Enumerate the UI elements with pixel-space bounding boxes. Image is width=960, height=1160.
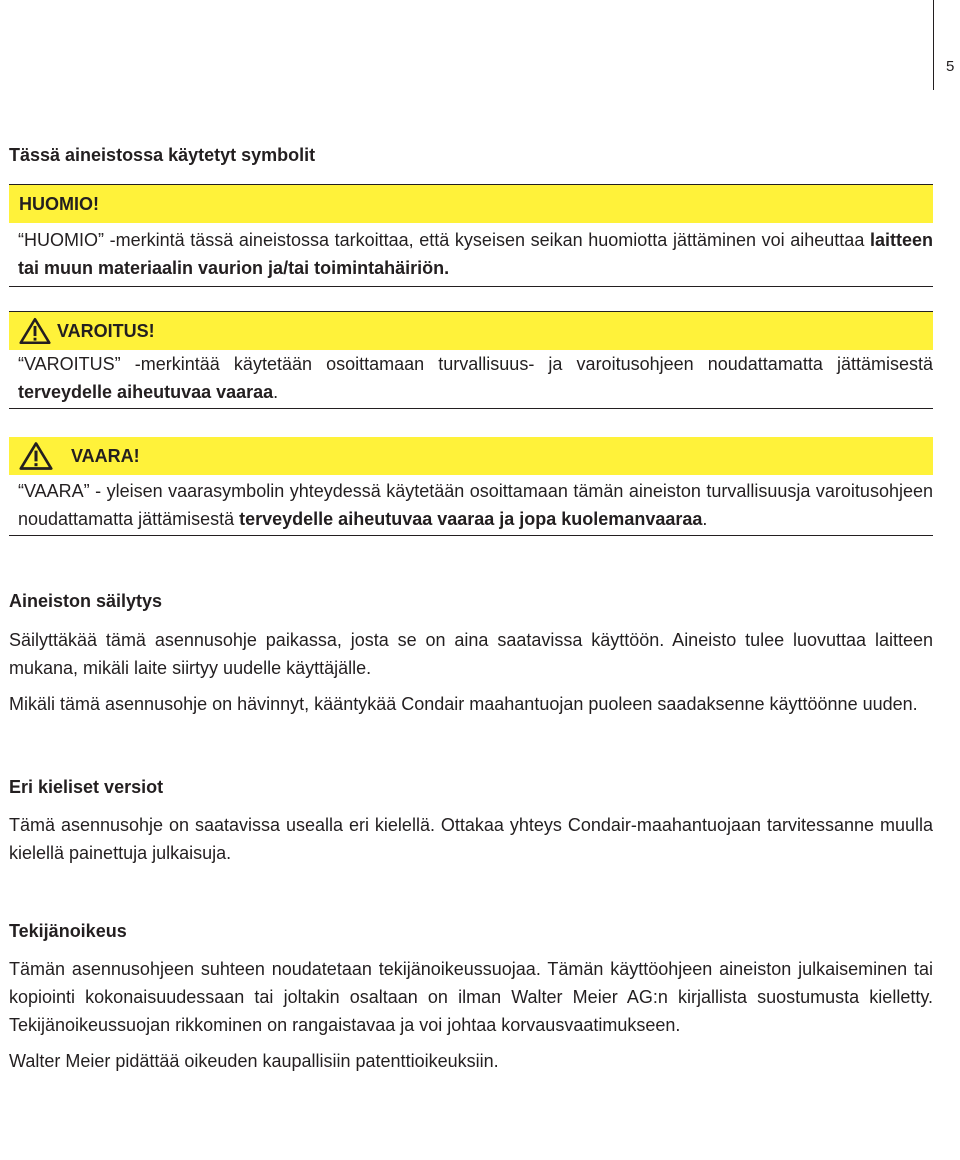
page-number-divider bbox=[933, 0, 934, 90]
warning-header bbox=[9, 312, 933, 350]
notice-text bbox=[9, 223, 933, 287]
notice-text-normal: “HUOMIO” -merkintä tässä aineistossa tarkoittaa, että kyseisen seikan huomiotta jättäminen voi aiheuttaa bbox=[18, 230, 870, 250]
symbols-title: Tässä aineistossa käytetyt symbolit bbox=[9, 145, 316, 165]
danger-text bbox=[9, 475, 933, 536]
copyright-title: Tekijänoikeus bbox=[9, 921, 127, 941]
notice-text-bold: laitteen tai muun materiaalin vaurion ja/tai toimintahäiriön. bbox=[18, 230, 933, 278]
warning-text bbox=[9, 350, 933, 409]
danger-box bbox=[9, 437, 933, 536]
danger-text-normal: “VAARA” - yleisen vaarasymbolin yhteydessä käytetään osoittamaan tämän aineiston turvallisuusja varoitusohjeen noudattamatta jättämisestä bbox=[18, 481, 933, 529]
notice-box bbox=[9, 184, 933, 287]
languages-paragraph-1: Tämä asennusohje on saatavissa usealla eri kielellä. Ottakaa yhteys Condair-maahantuojaan tarvitessanne muulla kielellä painettuja julkaisuja. bbox=[9, 815, 933, 863]
page-content bbox=[9, 144, 933, 1075]
danger-text-bold: terveydelle aiheutuvaa vaaraa ja jopa kuolemanvaaraa bbox=[239, 509, 703, 529]
danger-header bbox=[9, 437, 933, 475]
storage-paragraph-2: Mikäli tämä asennusohje on hävinnyt, kääntykää Condair maahantuojan puoleen saadaksenne käyttöönne uuden. bbox=[9, 694, 918, 714]
warning-triangle-icon bbox=[19, 441, 53, 471]
languages-title: Eri kieliset versiot bbox=[9, 777, 164, 797]
notice-label: HUOMIO! bbox=[19, 194, 99, 214]
warning-triangle-icon bbox=[19, 317, 51, 345]
warning-box bbox=[9, 311, 933, 409]
danger-text-end: . bbox=[702, 509, 708, 529]
page-number: 5 bbox=[946, 58, 955, 75]
storage-paragraph-1: Säilyttäkää tämä asennusohje paikassa, josta se on aina saatavissa käyttöön. Aineisto tulee luovuttaa laitteen mukana, mikäli laite siirtyy uudelle käyttäjälle. bbox=[9, 630, 933, 678]
danger-label: VAARA! bbox=[71, 446, 140, 466]
warning-text-bold: terveydelle aiheutuvaa vaaraa bbox=[18, 382, 274, 402]
warning-label: VAROITUS! bbox=[57, 321, 155, 341]
storage-title: Aineiston säilytys bbox=[9, 591, 163, 611]
notice-header bbox=[9, 185, 933, 223]
copyright-paragraph-1: Tämän asennusohjeen suhteen noudatetaan tekijänoikeussuojaa. Tämän käyttöohjeen aineiston julkaiseminen tai kopiointi kokonaisuudessaan tai joltakin osaltaan on ilman Walter Meier AG:n kirjallista suostumusta kielletty. Tekijänoikeussuojan rikkominen on rangaistavaa ja voi johtaa korvausvaatimukseen. bbox=[9, 959, 933, 1035]
copyright-paragraph-2: Walter Meier pidättää oikeuden kaupallisiin patenttioikeuksiin. bbox=[9, 1051, 499, 1071]
warning-text-end: . bbox=[273, 382, 279, 402]
warning-text-normal: “VAROITUS” -merkintää käytetään osoittamaan turvallisuus- ja varoitusohjeen noudattamatta jättämisestä bbox=[18, 354, 933, 374]
